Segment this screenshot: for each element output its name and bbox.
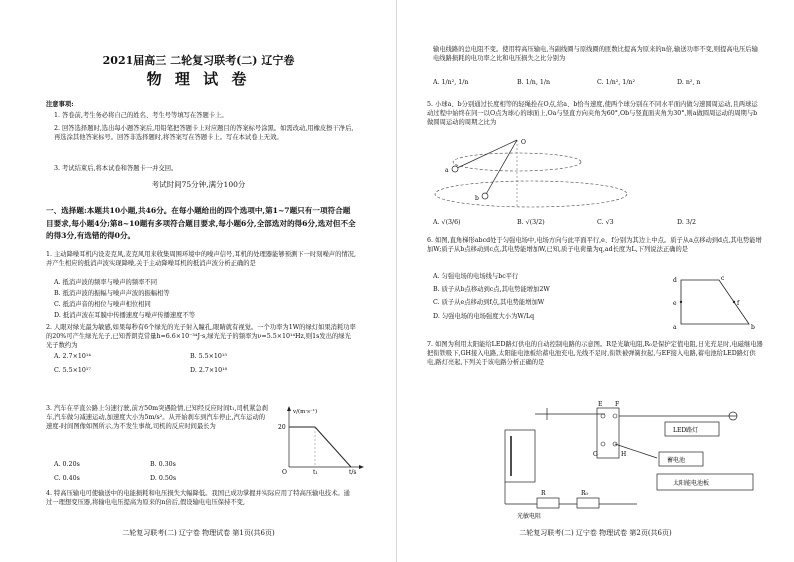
string-ob xyxy=(485,140,517,196)
question-7-stem: 7. 如图为利用太阳能给LED路灯供电的自动控制电路的示意图。R是光敏电阻,R₀是保护定值电阻,日光充足时,电磁继电器把衔铁吸下,GH接入电路,太阳能电池板给蓄电池充电,光线不足时,衔铁被弹簧拉起,与EF接入电路,蓄电池给LED路灯供电,路灯亮起,下列关于该电路分析正确的是 xyxy=(427,341,763,366)
q5-option-c: C. √3 xyxy=(597,219,614,226)
ball-a xyxy=(452,166,458,172)
point-e xyxy=(680,301,682,303)
photoresistor-r xyxy=(537,498,559,508)
q5-option-a: A. √(3/6) xyxy=(433,219,461,226)
ball-b xyxy=(482,193,488,199)
q6-option-a: A. 匀强电场的电场线与bc平行 xyxy=(433,273,519,280)
q3-option-c: C. 0.40s xyxy=(54,475,80,482)
q2-option-c: C. 5.5×10¹⁷ xyxy=(54,367,91,374)
label-h: H xyxy=(621,451,627,458)
battery-label: 蓄电池 xyxy=(667,457,686,464)
q4-option-b: B. 1/n, 1/n xyxy=(517,79,551,86)
point-o-label: O xyxy=(521,139,526,146)
contact-g xyxy=(601,442,605,446)
q1-option-c: C. 抵消声音的相位与噪声相位相同 xyxy=(54,301,151,308)
vt-origin-label: O xyxy=(282,469,287,475)
point-f xyxy=(733,301,735,303)
right-page xyxy=(397,0,794,562)
label-f: F xyxy=(615,401,620,408)
q6-option-d: D. 匀强电场的电场强度大小为W/Lq xyxy=(433,313,535,320)
contact-f xyxy=(613,414,617,418)
label-d: d xyxy=(673,277,677,284)
q1-option-b: B. 抵消声波的振幅与噪声声波的振幅相等 xyxy=(54,290,170,297)
switch-block xyxy=(597,408,619,458)
label-a: a xyxy=(673,324,677,331)
left-footer: 二轮复习联考(二) 辽宁卷 物理试卷 第1页(共6页) xyxy=(122,529,275,537)
question-6-stem: 6. 如图,直角梯形abcd处于匀强电场中,电场方向与此平面平行,e、f分别为其边上中点。质子从a点移动到d点,其电势能增加W;质子从b点移动到c点,其电势能增加W,已知,质子电荷量为q,ad长度为L,下列说法正确的是 xyxy=(427,237,762,253)
label-f: f xyxy=(737,300,740,307)
notice-title: 注意事项: xyxy=(46,101,74,108)
q3-option-d: D. 0.50s xyxy=(150,475,177,482)
vt-y-arrow xyxy=(287,406,291,411)
led-label: LED路灯 xyxy=(673,427,699,434)
label-e: E xyxy=(598,401,603,408)
vt-t1-label: t₁ xyxy=(313,469,318,475)
question-2-stem: 2. 人眼对绿光最为敏感,如果每秒有6个绿光的光子射入瞳孔,眼睛就有视觉。一个功率为1W的绿灯如果消耗功率的20%可产生绿光光子,已知普朗克常量h=6.6×10⁻³⁴J·s,绿光光子的频率为ν=5.5×10¹⁴Hz,则1s发出的绿光光子数约为 xyxy=(46,324,356,349)
q7-circuit-figure xyxy=(497,400,757,520)
vt-t-label: t/s xyxy=(349,469,357,475)
question-5-stem: 5. 小球a、b分别通过长度相等的轻绳拴在O点,给a、b恰当速度,使两个球分别在不同水平面内做匀速圆周运动,且两球运动过程中始终在同一以O点为球心的球面上,Oa与竖直方向夹角为60°,Ob与竖直面夹角为30°,则a做圆周运动的周期与b做圆周运动的周期之比为 xyxy=(427,101,758,126)
subject-title: 物 理 试 卷 xyxy=(146,70,251,88)
label-e: e xyxy=(673,300,677,307)
q6-option-b: B. 质子从b点移动到c点,其电势能增加2W xyxy=(433,286,550,293)
label-b: b xyxy=(751,324,755,331)
solar-panel-label: 太阳能电池板 xyxy=(673,480,710,487)
section-one-heading: 一、选择题:本题共10小题,共46分。在每小题给出的四个选项中,第1~7题只有一项符合题目要求,每小题4分;第8~10题有多项符合题目要求,每小题6分,全部选对的得6分,选对但不全的得3分,有选错的得0分。 xyxy=(46,206,356,241)
notice-3: 3. 考试结束后,将本试卷和答题卡一并交回。 xyxy=(54,165,178,172)
q3-vt-graph xyxy=(275,405,365,475)
right-footer: 二轮复习联考(二) 辽宁卷 物理试卷 第2页(共6页) xyxy=(519,529,672,537)
control-label: 光敏电阻 xyxy=(517,513,542,520)
q5-option-b: B. √(3/2) xyxy=(517,219,545,226)
relay-box xyxy=(505,430,535,482)
q6-option-c: C. 质子从e点移动到f点,其电势能增加W xyxy=(433,299,545,306)
string-oa xyxy=(455,140,517,169)
q2-option-d: D. 2.7×10¹⁸ xyxy=(190,367,228,374)
notice-1: 1. 答卷前,考生务必将自己的姓名、考生号等填写在答题卡上。 xyxy=(54,112,228,119)
q2-option-a: A. 2.7×10¹⁴ xyxy=(54,353,91,360)
question-3-stem: 3. 汽车在平直公路上匀速行驶,前方50m突遇险情,已知经反应时间t₁,司机紧急刹车,汽车做匀减速运动,加速度大小为5m/s²。从开始刹车到汽车停止,汽车运动的速度-时间图像如图所示,为不发生事故,司机的反应时间最长为 xyxy=(46,405,268,430)
q1-option-a: A. 抵消声波的频率与噪声的频率不同 xyxy=(54,279,158,286)
vt-x-arrow xyxy=(359,465,364,469)
q4-option-d: D. n², n xyxy=(677,79,701,86)
ball-b-label: b xyxy=(475,195,479,202)
contact-e xyxy=(601,414,605,418)
q5-option-d: D. 3/2 xyxy=(677,219,696,226)
question-1-stem: 1. 主动降噪耳机内设麦克风,麦克风用来收集周围环境中的噪声信号,耳机的处理器能够预测下一时刻噪声的情况,并产生相应的抵消声波实现降噪,关于主动降噪耳机的抵消声波分析正确的是 xyxy=(46,251,356,267)
q5-sphere-figure xyxy=(427,136,637,212)
label-g: G xyxy=(593,451,598,458)
q2-option-b: B. 5.5×10¹⁵ xyxy=(190,353,227,360)
q1-option-d: D. 抵消声波在耳膜中传播速度与噪声传播速度不等 xyxy=(54,312,196,319)
time-score: 考试时间75分钟,满分100分 xyxy=(151,180,246,189)
orbit-b xyxy=(435,181,627,207)
vt-v0-label: 20 xyxy=(278,424,286,431)
q4-option-a: A. 1/n², 1/n xyxy=(433,79,469,86)
resistor-r0 xyxy=(577,498,599,508)
question-4-continued: 输电线路的总电阻不变。使用特高压输电,当副线圈与原线圈的匝数比提高为原来的n倍,输送功率不变,则提高电压后输电线路损耗的电功率之比和电压损失之比分别为 xyxy=(433,46,758,62)
vt-brake-segment xyxy=(315,427,351,467)
vt-y-label: v/(m·s⁻¹) xyxy=(293,409,318,415)
exam-title: 2021届高三 二轮复习联考(二) 辽宁卷 xyxy=(102,54,295,67)
notice-2: 2. 回答选择题时,选出每小题答案后,用铅笔把答题卡上对应题目的答案标号涂黑。如需改动,用橡皮擦干净后,再选涂其他答案标号。回答非选择题时,将答案写在答题卡上。写在本试卷上无效。 xyxy=(54,125,354,141)
q3-option-a: A. 0.20s xyxy=(54,461,80,468)
ball-a-label: a xyxy=(445,167,449,174)
label-c: c xyxy=(721,275,725,282)
label-r0: R₀ xyxy=(581,490,588,497)
q6-trapezoid-figure xyxy=(669,274,759,334)
q3-option-b: B. 0.30s xyxy=(150,461,176,468)
question-4-stem: 4. 特高压输电可使输送中的电能损耗和电压损失大幅降低。我国已成功掌握并实际应用了特高压输电技术。通过一理想变压器,将输电电压提高为原来的n倍后,假设输电电压保持不变, xyxy=(46,490,350,506)
q4-option-c: C. 1/n², 1/n² xyxy=(597,79,636,86)
label-r: R xyxy=(541,490,546,497)
